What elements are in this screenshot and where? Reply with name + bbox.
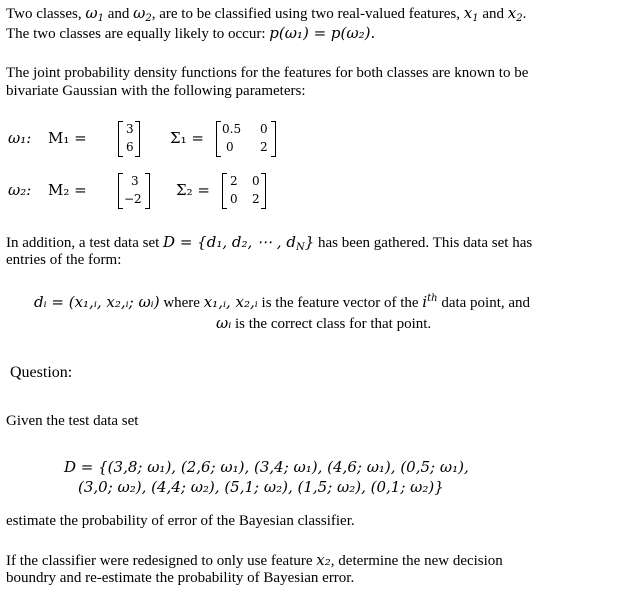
intro-line-4: bivariate Gaussian with the following parameters: [6, 83, 306, 99]
x2-symbol: $x_2$ [507, 4, 523, 24]
test-set-line-1: D = {(3,8; ω₁), (2,6; ω₁), (3,4; ω₁), (4,6; ω₁), (0,5; ω₁), [64, 458, 469, 476]
class1-cov-label: Σ₁ = [170, 129, 204, 147]
class2-cov-matrix: 2 0 0 2 [222, 173, 266, 209]
dataset-line-2: entries of the form: [6, 252, 122, 268]
question-given: Given the test data set [6, 413, 139, 429]
entry-definition-line-2: ωᵢ is the correct class for that point. [216, 314, 432, 332]
class2-label: ω₂: [8, 181, 32, 199]
class1-label: ω₁: [8, 129, 32, 147]
class1-cov-matrix: 0.5 0 0 2 [216, 121, 276, 157]
entry-definition-line-1: dᵢ = (x₁,ᵢ, x₂,ᵢ; ωᵢ) where x₁,ᵢ, x₂,ᵢ is the feature vector of the $i^{th}$ data point, and [34, 293, 531, 311]
dataset-set: D = {d₁, d₂, ⋯ , $d_N$} [163, 233, 315, 253]
dataset-line-1: In addition, a test data set D = {d₁, d₂, ⋯ , $d_N$} has been gathered. This data set has [6, 233, 533, 253]
x1-symbol: $x_1$ [463, 4, 479, 24]
intro-line-3: The joint probability density functions for the features for both classes are known to be [6, 65, 529, 81]
question-redesign-line-2: boundry and re-estimate the probability of Bayesian error. [6, 570, 355, 586]
question-heading: Question: [10, 364, 73, 381]
class2-mean-label: M₂ = [48, 181, 87, 199]
class2-mean-vector: 3 −2 [118, 173, 150, 209]
class2-cov-label: Σ₂ = [176, 181, 210, 199]
question-estimate: estimate the probability of error of the Bayesian classifier. [6, 513, 355, 529]
prior-equation: p(ω₁) = p(ω₂). [269, 24, 376, 42]
omega1-symbol: $\omega_1$ [85, 4, 104, 24]
question-redesign-line-1: If the classifier were redesigned to only use feature x₂, determine the new decision [6, 551, 503, 569]
class1-mean-label: M₁ = [48, 129, 87, 147]
class1-mean-vector: 3 6 [118, 121, 140, 157]
omega2-symbol: $\omega_2$ [133, 4, 152, 24]
intro-line-1: Two classes, $\omega_1$ and $\omega_2$, are to be classified using two real-valued features, $x_1$ and $x_2$. [6, 4, 527, 24]
test-set-line-2: (3,0; ω₂), (4,4; ω₂), (5,1; ω₂), (1,5; ω₂), (0,1; ω₂)} [78, 478, 444, 496]
intro-line-2: The two classes are equally likely to occur: p(ω₁) = p(ω₂). [6, 24, 376, 42]
